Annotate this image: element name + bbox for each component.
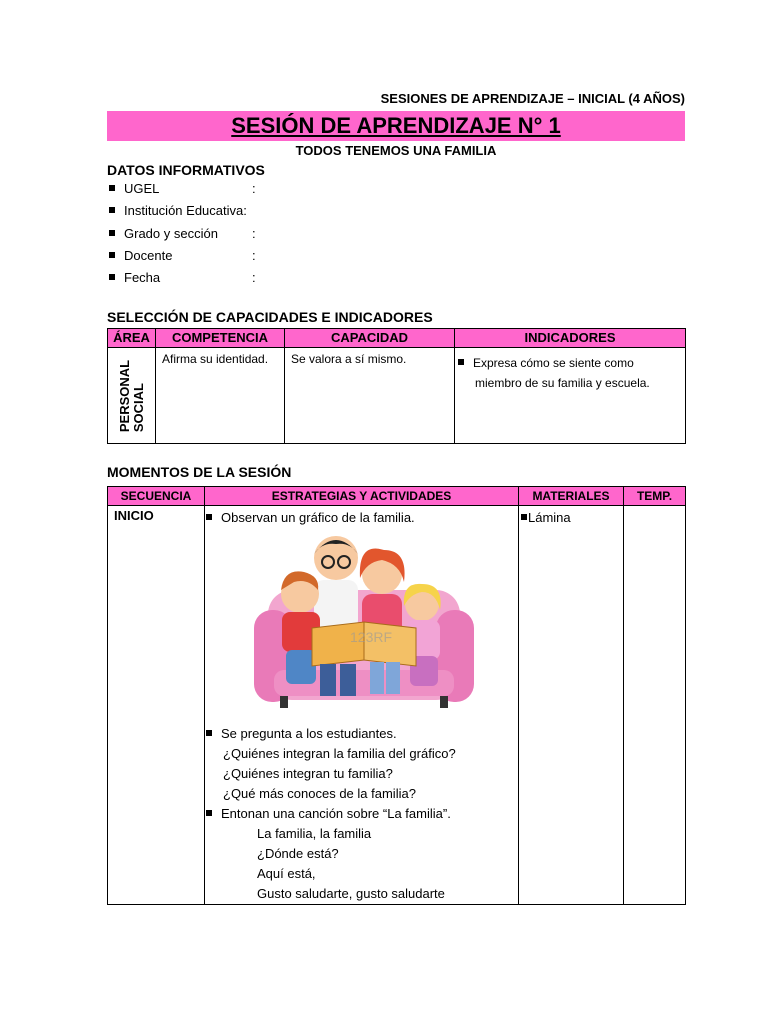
watermark: 123RF xyxy=(350,629,393,645)
area-cell xyxy=(108,348,156,444)
table-row xyxy=(108,506,686,905)
family-image xyxy=(254,532,474,718)
col-temp: TEMP. xyxy=(624,487,686,506)
info-row-docente: Docente : xyxy=(109,247,256,265)
song-line: La familia, la familia xyxy=(257,826,372,841)
table-row xyxy=(108,348,686,444)
competencia-cell: Afirma su identidad. xyxy=(156,348,285,444)
capacidades-heading: SELECCIÓN DE CAPACIDADES E INDICADORES xyxy=(107,309,433,325)
bullet-icon xyxy=(109,274,115,280)
session-subtitle: TODOS TENEMOS UNA FAMILIA xyxy=(295,143,497,158)
family-illustration xyxy=(206,528,518,724)
materiales-cell: Lámina xyxy=(519,506,624,905)
col-materiales: MATERIALES xyxy=(519,487,624,506)
col-estrategias: ESTRATEGIAS Y ACTIVIDADES xyxy=(205,487,519,506)
bullet-icon xyxy=(109,207,115,213)
bullet-icon xyxy=(206,514,212,520)
question-line: ¿Qué más conoces de la familia? xyxy=(223,786,416,801)
datos-heading: DATOS INFORMATIVOS xyxy=(107,162,265,178)
capacidad-cell: Se valora a sí mismo. xyxy=(285,348,455,444)
info-row-grado: Grado y sección : xyxy=(109,225,256,243)
page-title: SESIÓN DE APRENDIZAJE N° 1 xyxy=(231,113,561,138)
activity-item: Entonan una canción sobre “La familia”. xyxy=(206,804,518,824)
activity-item: Observan un gráfico de la familia. xyxy=(206,508,518,528)
activity-item: Se pregunta a los estudiantes. xyxy=(206,724,518,744)
song-line: Aquí está, xyxy=(257,866,316,881)
bullet-icon xyxy=(521,514,527,520)
col-indicadores: INDICADORES xyxy=(455,329,686,348)
secuencia-cell: INICIO xyxy=(108,506,205,905)
title-bar xyxy=(107,111,685,141)
bullet-icon xyxy=(109,185,115,191)
table-header-row xyxy=(108,329,686,348)
bullet-icon xyxy=(206,810,212,816)
col-secuencia: SECUENCIA xyxy=(108,487,205,506)
info-row-fecha: Fecha : xyxy=(109,269,256,287)
col-capacidad: CAPACIDAD xyxy=(285,329,455,348)
bullet-icon xyxy=(109,230,115,236)
area-label: PERSONAL SOCIAL xyxy=(116,359,146,432)
info-row-ugel: UGEL : xyxy=(109,180,256,198)
col-competencia: COMPETENCIA xyxy=(156,329,285,348)
song-line: Gusto saludarte, gusto saludarte xyxy=(257,886,445,901)
bullet-icon xyxy=(206,730,212,736)
song-line: ¿Dónde está? xyxy=(257,846,339,861)
bullet-icon xyxy=(109,252,115,258)
document-header: SESIONES DE APRENDIZAJE – INICIAL (4 AÑOS) xyxy=(380,91,685,106)
temp-cell xyxy=(624,506,686,905)
col-area: ÁREA xyxy=(108,329,156,348)
momentos-table xyxy=(107,486,686,905)
question-line: ¿Quiénes integran la familia del gráfico? xyxy=(223,746,456,761)
bullet-icon xyxy=(458,359,464,365)
question-line: ¿Quiénes integran tu familia? xyxy=(223,766,393,781)
estrategias-cell xyxy=(205,506,519,905)
table-header-row xyxy=(108,487,686,506)
momentos-heading: MOMENTOS DE LA SESIÓN xyxy=(107,464,292,480)
indicador-cell: Expresa cómo se siente como miembro de su familia y escuela. xyxy=(455,348,686,444)
info-row-institucion: Institución Educativa: xyxy=(109,202,252,220)
capacidades-table xyxy=(107,328,686,444)
